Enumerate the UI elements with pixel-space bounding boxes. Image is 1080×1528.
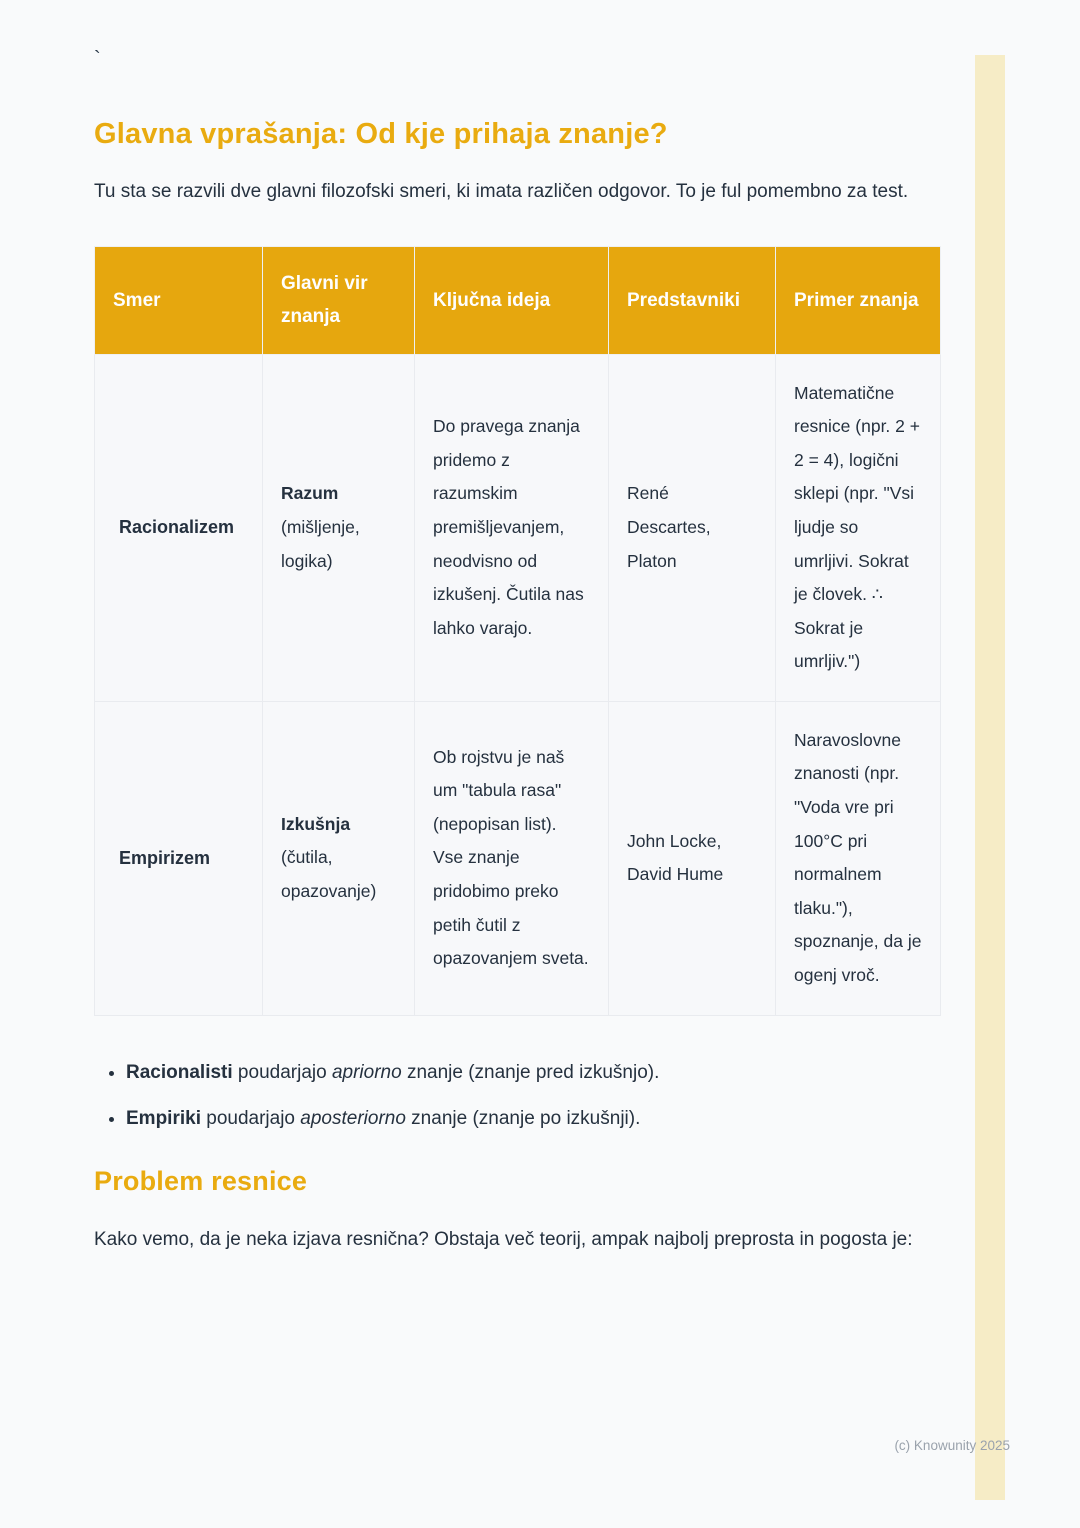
column-header-smer: Smer bbox=[95, 247, 263, 355]
vir-detail: (mišljenje, logika) bbox=[281, 516, 360, 571]
cell-smer-empirizem: Empirizem bbox=[95, 701, 263, 1015]
document-content bbox=[94, 0, 940, 1258]
table-row-racionalizem bbox=[95, 354, 941, 701]
column-header-primer: Primer znanja bbox=[776, 247, 941, 355]
cell-predstavniki-empirizem: John Locke, David Hume bbox=[609, 701, 776, 1015]
cell-smer-racionalizem: Racionalizem bbox=[95, 354, 263, 701]
note-italic-term: aposteriorno bbox=[300, 1108, 406, 1130]
note-empiriki bbox=[126, 1104, 940, 1133]
truth-intro-paragraph: Kako vemo, da je neka izjava resnična? Obstaja več teorij, ampak najbolj preprosta in pogosta je: bbox=[94, 1228, 913, 1250]
section-heading-knowledge: Glavna vprašanja: Od kje prihaja znanje? bbox=[94, 118, 668, 150]
column-header-predstavniki: Predstavniki bbox=[609, 247, 776, 355]
cell-predstavniki-racionalizem: René Descartes, Platon bbox=[609, 354, 776, 701]
column-header-kljucna-ideja: Ključna ideja bbox=[415, 247, 609, 355]
table-header-row bbox=[95, 247, 941, 355]
copyright-footer: (c) Knowunity 2025 bbox=[894, 1438, 1010, 1453]
cell-vir-empirizem bbox=[263, 701, 415, 1015]
note-text: poudarjajo bbox=[200, 1108, 301, 1130]
note-racionalisti bbox=[126, 1058, 940, 1087]
vir-term: Razum bbox=[281, 483, 339, 504]
cell-primer-racionalizem: Matematične resnice (npr. 2 + 2 = 4), logični sklepi (npr. "Vsi ljudje so umrljivi. Sokrat je človek. ∴ Sokrat je umrljiv.") bbox=[776, 354, 941, 701]
note-text: znanje (znanje po izkušnji). bbox=[405, 1108, 641, 1130]
philosophy-comparison-table bbox=[94, 246, 941, 1016]
cell-ideja-empirizem: Ob rojstvu je naš um "tabula rasa" (nepopisan list). Vse znanje pridobimo preko petih čutil z opazovanjem sveta. bbox=[415, 701, 609, 1015]
note-text: poudarjajo bbox=[232, 1061, 332, 1083]
vir-detail: (čutila, opazovanje) bbox=[281, 847, 377, 902]
page-edge-stripe bbox=[975, 55, 1005, 1500]
summary-notes-list bbox=[94, 1058, 940, 1134]
vir-term: Izkušnja bbox=[281, 813, 351, 834]
table-row-empirizem bbox=[95, 701, 941, 1015]
cell-ideja-racionalizem: Do pravega znanja pridemo z razumskim premišljevanjem, neodvisno od izkušenj. Čutila nas lahko varajo. bbox=[415, 354, 609, 701]
cell-primer-empirizem: Naravoslovne znanosti (npr. "Voda vre pri 100°C pri normalnem tlaku."), spoznanje, da je ogenj vroč. bbox=[776, 701, 941, 1015]
note-text: znanje (znanje pred izkušnjo). bbox=[401, 1061, 660, 1083]
cell-vir-racionalizem bbox=[263, 354, 415, 701]
stray-backtick-char: ` bbox=[94, 48, 101, 70]
note-italic-term: apriorno bbox=[331, 1061, 402, 1083]
note-term: Racionalisti bbox=[126, 1061, 233, 1083]
column-header-glavni-vir: Glavni vir znanja bbox=[263, 247, 415, 355]
note-term: Empiriki bbox=[126, 1108, 201, 1130]
section-heading-truth: Problem resnice bbox=[94, 1165, 308, 1196]
knowledge-intro-paragraph: Tu sta se razvili dve glavni filozofski smeri, ki imata različen odgovor. To je ful pomembno za test. bbox=[94, 181, 909, 202]
